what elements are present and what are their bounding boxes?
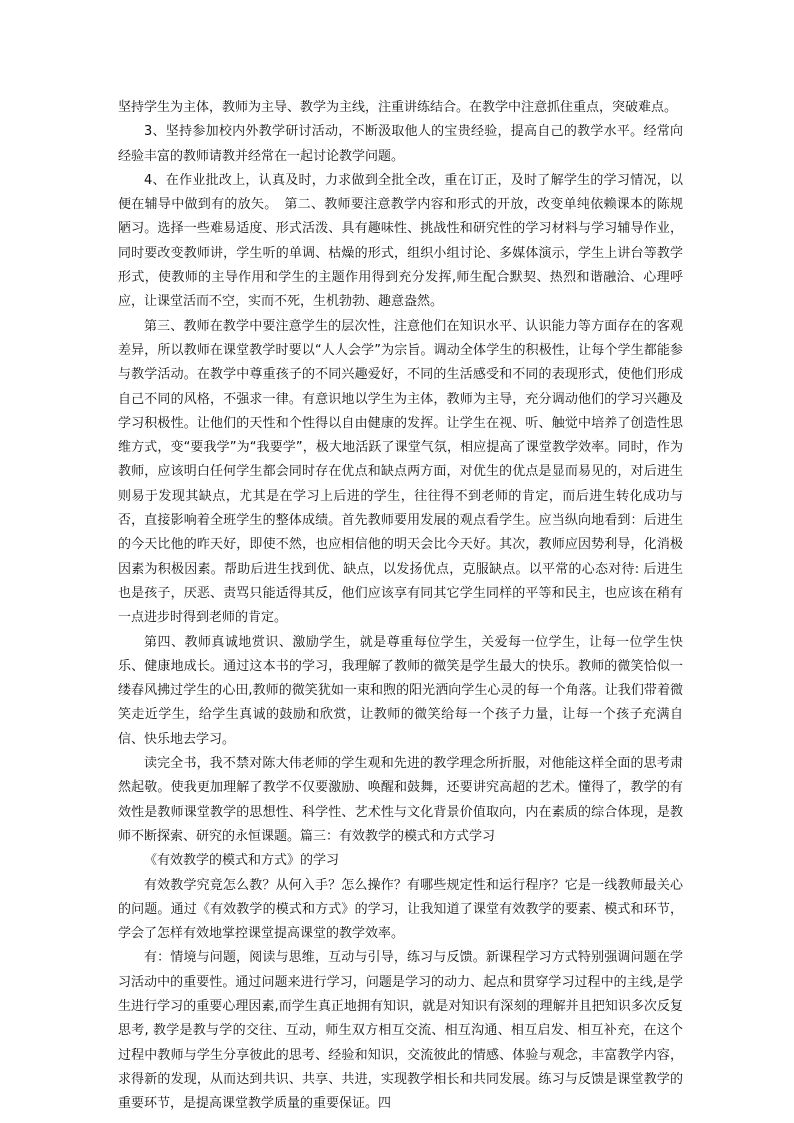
paragraph: 第三、教师在教学中要注意学生的层次性，注意他们在知识水平、认识能力等方面存在的客观差异，所以教师在课堂教学时要以“人人会学”为宗旨。调动全体学生的积极性，让每个学生都能参与教学活动。在教学中尊重孩子的不同兴趣爱好，不同的生活感受和不同的表现形式，使他们形成自己不同的风格，不强求一律。有意识地以学生为主体，教师为主导，充分调动他们的学习兴趣及学习积极性。让他们的天性和个性得以自由健康的发挥。让学生在视、听、触觉中培养了创造性思维方式，变“要我学”为“我要学”，极大地活跃了课堂气氛，相应提高了课堂教学效率。同时，作为教师，应该明白任何学生都会同时存在优点和缺点两方面，对优生的优点是显而易见的，对后进生则易于发现其缺点，尤其是在学习上后进的学生，往往得不到老师的肯定，而后进生转化成功与否，直接影响着全班学生的整体成绩。首先教师要用发展的观点看学生。应当纵向地看到：后进生的今天比他的昨天好，即使不然，也应相信他的明天会比今天好。其次，教师应因势利导，化消极因素为积极因素。帮助后进生找到优、缺点，以发扬优点，克服缺点。以平常的心态对待: 后进生也是孩子，厌恶、责骂只能适得其反，他们应该享有同其它学生同样的平等和民主，也应该在稍有一点进步时得到老师的肯定。	[118, 318, 683, 626]
paragraph: 第四、教师真诚地赏识、激励学生，就是尊重每位学生，关爱每一位学生，让每一位学生快乐、健康地成长。通过这本书的学习，我理解了教师的微笑是学生最大的快乐。教师的微笑恰似一缕春风拂过学生的心田,教师的微笑犹如一束和煦的阳光洒向学生心灵的每一个角落。让我们带着微笑走近学生，给学生真诚的鼓励和欣赏，让教师的微笑给每一个孩子力量，让每一个孩子充满自信、快乐地去学习。	[118, 634, 683, 747]
book-title-line: 《有效教学的模式和方式》的学习	[144, 853, 340, 869]
paragraph: 4、在作业批改上，认真及时，力求做到全批全改，重在订正，及时了解学生的学习情况，以便在辅导中做到有的放矢。 第二、教师要注意教学内容和形式的开放，改变单纯依赖课本的陈规陋习。选择一些难易适度、形式活泼、具有趣味性、挑战性和研究性的学习材料与学习辅导作业，同时要改变教师讲，学生听的单调、枯燥的形式，组织小组讨论、多媒体演示，学生上讲台等教学形式，使教师的主导作用和学生的主题作用得到充分发挥,师生配合默契、热烈和谐融洽、心理呼应，让课堂活而不空，实而不死，生机勃勃、趣意盎然。	[118, 172, 683, 310]
paragraph: 读完全书，我不禁对陈大伟老师的学生观和先进的教学理念所折服，对他能这样全面的思考肃然起敬。使我更加理解了教学不仅要激励、唤醒和鼓舞，还要讲究高超的艺术。懂得了，教学的有效性是教师课堂教学的思想性、科学性、艺术性与文化背景价值取向，内在素质的综合体现，是教师不断探索、研究的永恒课题。篇三：有效教学的模式和方式学习	[118, 756, 683, 844]
paragraph: 坚持学生为主体，教师为主导、教学为主线，注重讲练结合。在教学中注意抓住重点，突破难点。	[118, 100, 678, 115]
paragraph: 有效教学究竟怎么教？从何入手？怎么操作？有哪些规定性和运行程序？它是一线教师最关心的问题。通过《有效教学的模式和方式》的学习，让我知道了课堂有效教学的要素、模式和环节，学会了怎样有效地掌控课堂提高课堂的教学效率。	[118, 877, 683, 942]
paragraph: 3、坚持参加校内外教学研讨活动，不断汲取他人的宝贵经验，提高自己的教学水平。经常向经验丰富的教师请教并经常在一起讨论教学问题。	[118, 124, 683, 164]
document-body	[118, 96, 683, 1116]
paragraph: 有：情境与问题，阅读与思维，互动与引导，练习与反馈。新课程学习方式特别强调问题在学习活动中的重要性。通过问题来进行学习，问题是学习的动力、起点和贯穿学习过程中的主线,是学生进行学习的重要心理因素,而学生真正地拥有知识，就是对知识有深刻的理解并且把知识多次反复思考, 教学是教与学的交往、互动，师生双方相互交流、相互沟通、相互启发、相互补充，在这个过程中教师与学生分享彼此的思考、经验和知识，交流彼此的情感、体验与观念，丰富教学内容，求得新的发现，从而达到共识、共享、共进，实现教学相长和共同发展。练习与反馈是课堂教学的重要环节，是提高课堂教学质量的重要保证。四	[118, 950, 683, 1112]
